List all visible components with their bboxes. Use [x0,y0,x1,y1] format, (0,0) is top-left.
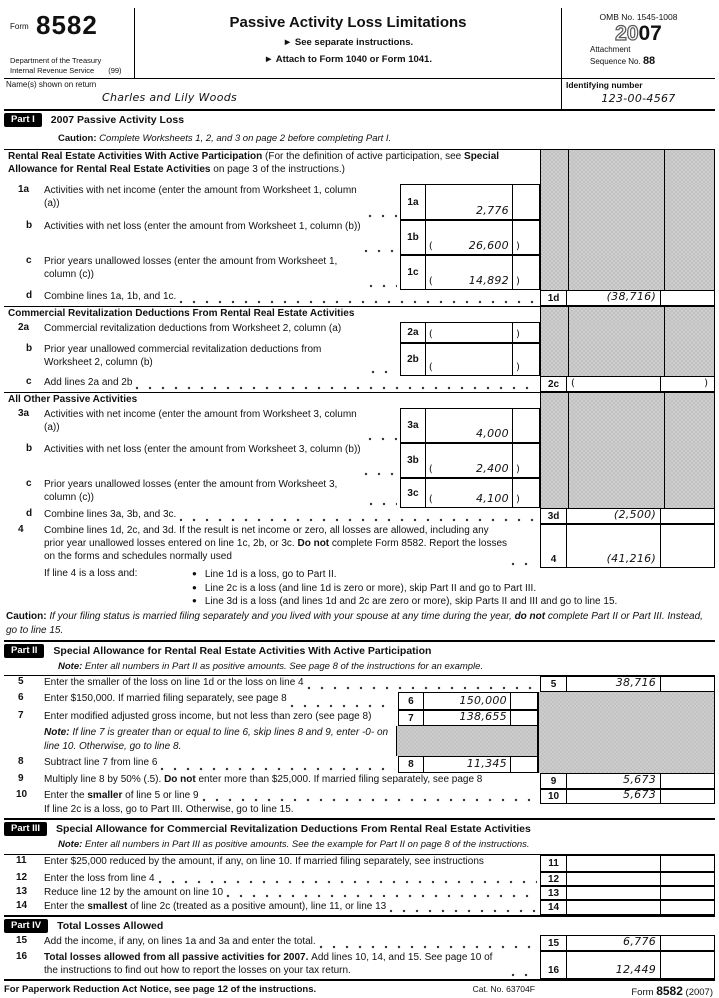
paren-close: ) [515,464,520,475]
shaded-columns [540,220,715,255]
year-outline: 20 [615,22,639,45]
bullet-text: Line 1d is a loss, go to Part II. [204,569,337,580]
line-13-right-cell [660,886,715,900]
line-14-row [4,900,715,915]
form-footer [4,979,715,998]
paren-open: ( [571,378,575,389]
line-1a-box-label: 1a [400,184,426,220]
line-8-number: 8 [18,756,24,767]
line-2b-amount-field[interactable] [425,343,513,376]
line-11-right-cell [660,855,715,872]
part1-title: 2007 Passive Activity Loss [50,114,185,126]
line-8-row [4,756,715,773]
dept-line1: Department of the Treasury [10,56,102,66]
line-3a-row [4,408,715,443]
line-12-box-label: 12 [540,872,567,886]
line-1a-number: 1a [18,184,30,195]
paren-open: ( [428,329,433,340]
line-12-amount-field[interactable] [566,872,661,886]
shaded-columns [540,443,715,478]
line-7-row [4,710,715,726]
attach-line: ► Attach to Form 1040 or Form 1041. [264,54,432,65]
line-11-label: Enter $25,000 reduced by the amount, if any, on line 10. If married filing separately, see instructions [44,856,484,867]
line-9-box-label: 9 [540,773,567,789]
line-4-instructions [4,568,715,610]
bullet-item [192,582,715,596]
line-7-box-label: 7 [398,710,424,726]
line-11-number: 11 [16,855,27,866]
line-1d-amount-field[interactable] [566,290,661,306]
paren-open: ( [428,494,433,505]
form-id-block [4,8,135,78]
paren-close: ) [515,494,520,505]
line-14-label: Enter the smallest of line 2c (treated as a positive amount), line 11, or line 13 [44,901,387,912]
line-15-number: 15 [16,935,28,946]
line-2b-box-label: 2b [400,343,426,376]
part2-badge: Part II [4,644,44,658]
line-2a-number: 2a [18,322,30,333]
part2-bar [4,640,715,661]
line-10-row [4,789,715,804]
line-1c-paren-cell [512,255,540,290]
line-10-number: 10 [16,789,28,800]
part4-bar [4,915,715,935]
part1-badge: Part I [4,113,42,127]
line-15-value: 6,776 [623,935,657,948]
shaded-block [538,692,715,710]
line-1d-number: d [26,290,33,301]
form-number: 8582 [36,10,98,40]
line-2b-row [4,343,715,376]
line-4-row [4,524,715,568]
line-6-paren-cell [510,692,538,710]
attachment-sequence [590,45,715,68]
aop-section-header: All Other Passive Activities [8,394,138,405]
line-2a-paren-cell [512,322,540,343]
part3-title: Special Allowance for Commercial Revitalization Deductions From Rental Real Estate Activities [56,823,531,835]
line-1a-amount-field[interactable] [425,184,513,220]
line-5-row [4,676,715,692]
dot-leader [511,968,537,979]
line-5-number: 5 [18,676,24,687]
paren-close: ) [515,362,520,373]
line-2a-label: Commercial revitalization deductions from Worksheet 2, column (a) [44,323,342,334]
dot-leader [364,467,397,478]
line-7-note: Note: If line 7 is greater than or equal to line 6, skip lines 8 and 9, enter -0- on line 10. Otherwise, go to line 8. [44,727,389,752]
line-3a-paren-cell [512,408,540,443]
line-13-box-label: 13 [540,886,567,900]
bullet-icon: ● [192,596,197,605]
sequence-number: 88 [642,54,656,67]
line-9-number: 9 [18,773,24,784]
line-1b-paren-cell [512,220,540,255]
dot-leader [369,497,397,508]
line-4-number: 4 [18,524,24,535]
paren-close: ) [515,329,520,340]
line-6-box-label: 6 [398,692,424,710]
bullet-icon: ● [192,582,197,592]
shaded-block [538,710,715,726]
shaded-columns [540,150,715,184]
line-3d-row [4,508,715,524]
name-field[interactable]: Charles and Lily Woods [102,91,238,104]
dot-leader [389,904,537,915]
line-1d-label: Combine lines 1a, 1b, and 1c. [44,291,177,302]
line-2b-number: b [26,343,33,354]
line-2a-amount-field[interactable] [425,322,513,343]
line-14-box-label: 14 [540,900,567,915]
year-bold: 07 [638,22,662,45]
paren-close: ) [704,378,708,389]
line-4-label: Combine lines 1d, 2c, and 3d. If the result is net income or zero, all losses are allowed, including any prior year unallowed losses entered on line 1c, 2b, or 3c. Do not complete Form 8582. Report the losses on the forms and schedules normally used [44,525,508,562]
line-2b-paren-cell [512,343,540,376]
line-3a-amount-field[interactable] [425,408,513,443]
line-3d-label: Combine lines 3a, 3b, and 3c. [44,509,177,520]
bullet-icon: ● [192,569,197,578]
sequence-word: Sequence No. [590,56,643,66]
line-3c-label: Prior years unallowed losses (enter the amount from Worksheet 3, column (c)) [44,479,338,503]
shaded-columns [540,408,715,443]
line-1a-row [4,184,715,220]
line-6-amount-field[interactable] [423,692,511,710]
line-3a-value: 4,000 [475,427,509,440]
part4-badge: Part IV [4,919,48,933]
line-1b-number: b [26,220,33,231]
part4-title: Total Losses Allowed [57,920,164,932]
shaded-columns [540,255,715,290]
dot-leader [158,875,537,886]
part3-badge: Part III [4,822,47,836]
line-1b-amount-field[interactable] [425,220,513,255]
line-3d-box-label: 3d [540,508,567,524]
line-15-amount-field[interactable] [566,935,661,951]
line-10-value: 5,673 [623,788,657,801]
paren-open: ( [428,276,433,287]
line-16-right-cell [660,951,715,979]
line-4-right-cell [660,524,715,568]
line-1c-label: Prior years unallowed losses (enter the amount from Worksheet 1, column (c)) [44,256,338,280]
line-8-amount-field[interactable] [423,756,511,773]
part1-bar [4,111,715,133]
if-loss-intro: If line 4 is a loss and: [44,568,138,579]
name-cell [4,79,561,109]
name-label: Name(s) shown on return [6,80,97,89]
paren-open: ( [428,362,433,373]
line-12-number: 12 [16,872,28,883]
form-title: Passive Activity Loss Limitations [229,14,467,31]
line-1d-right-cell [660,290,715,306]
line-5-amount-field[interactable] [566,676,661,692]
line-7-note-row [4,726,715,756]
line-16-row [4,951,715,979]
line-9-value: 5,673 [623,773,657,786]
line-3b-number: b [26,443,33,454]
line-3a-label: Activities with net income (enter the amount from Worksheet 3, column (a)) [44,409,357,433]
line-2c-label: Add lines 2a and 2b [44,377,133,388]
crd-section-header-row [4,306,715,322]
shaded-columns [540,184,715,220]
rre-section-header-row [4,150,715,184]
line-1b-row [4,220,715,255]
shaded-columns [540,478,715,508]
line-7-paren-cell [510,710,538,726]
line-9-right-cell [660,773,715,789]
line-9-label: Multiply line 8 by 50% (.5). Do not enter more than $25,000. If married filing separately, see page 8 [44,774,483,785]
line-7-number: 7 [18,710,24,721]
part1-caution2: Caution: If your filing status is married filing separately and you lived with your spouse at any time during the year, do not complete Part II or Part III. Instead, go to line 15. [6,611,703,636]
line-6-row [4,692,715,710]
rre-section-header: Rental Real Estate Activities With Active Participation (For the definition of active participation, see Special Allowance for Rental Real Estate Activities on page 3 of the instructions.) [8,151,500,175]
aop-section-header-row [4,392,715,408]
name-row [4,79,715,111]
line-11-amount-field[interactable] [566,855,661,872]
dot-leader [368,432,397,443]
line-1b-box-label: 1b [400,220,426,255]
part1-caution: Caution: Complete Worksheets 1, 2, and 3 on page 2 before completing Part I. [4,133,715,150]
line-5-value: 38,716 [615,676,657,689]
shaded-columns [540,322,715,343]
line-14-amount-field[interactable] [566,900,661,915]
line-1d-value: (38,716) [606,290,657,303]
line-3b-row [4,443,715,478]
dot-leader [290,699,395,710]
dot-leader [135,381,537,392]
shaded-block [538,756,715,773]
line-11-row [4,855,715,872]
line-1b-label: Activities with net loss (enter the amount from Worksheet 1, column (b)) [44,221,361,232]
line-10-right-cell [660,789,715,804]
line-8-paren-cell [510,756,538,773]
line-2c-box-label: 2c [540,376,567,392]
line-3b-paren-cell [512,443,540,478]
line-12-label: Enter the loss from line 4 [44,873,155,884]
omb-number: OMB No. 1545-1008 [599,12,678,22]
form-footer-id: Form 8582 (2007) [631,984,713,998]
line-6-label: Enter $150,000. If married filing separately, see page 8 [44,693,287,704]
line-2a-box-label: 2a [400,322,426,343]
line-2c-right-cell [660,376,715,392]
crd-section-header: Commercial Revitalization Deductions From Rental Real Estate Activities [8,308,355,319]
line-3c-box-label: 3c [400,478,426,508]
identifying-number-label: Identifying number [566,80,643,90]
line-13-label: Reduce line 12 by the amount on line 10 [44,887,224,898]
line-1c-row [4,255,715,290]
line-16-amount-field[interactable] [566,951,661,979]
paren-close: ) [515,276,520,287]
form-header [4,8,715,79]
bullet-text: Line 3d is a loss (and lines 1d and 2c are zero or more), skip Parts II and III and go to line 15. [204,596,618,607]
omb-block [561,8,715,78]
line-3c-value: 4,100 [475,492,509,505]
line-3c-amount-field[interactable] [425,478,513,508]
identifying-number-field[interactable]: 123-00-4567 [601,92,676,105]
part2-note: Note: Enter all numbers in Part II as positive amounts. See page 8 of the instructions for an example. [4,661,715,676]
line-3b-box-label: 3b [400,443,426,478]
bullet-text: Line 2c is a loss (and line 1d is zero or more), skip Part II and go to Part III. [204,582,537,594]
line-3d-number: d [26,508,33,519]
department-block [10,56,122,75]
line-2c-row [4,376,715,392]
line-8-value: 11,345 [466,757,507,770]
dot-leader [179,295,537,306]
line-3a-number: 3a [18,408,30,419]
line-2a-row [4,322,715,343]
dept-line2: Internal Revenue Service [10,65,95,75]
line-5-box-label: 5 [540,676,567,692]
dot-leader [364,244,397,255]
line-16-value: 12,449 [615,963,657,976]
line-3c-paren-cell [512,478,540,508]
shaded-columns [540,393,715,408]
line-10-box-label: 10 [540,789,567,804]
line-16-box-label: 16 [540,951,567,979]
line-3d-amount-field[interactable] [566,508,661,524]
paren-close: ) [515,241,520,252]
dept-note: (99) [108,65,122,75]
line-15-label: Add the income, if any, on lines 1a and 3a and enter the total. [44,936,316,947]
line-3c-number: c [26,478,32,489]
line-1c-box-label: 1c [400,255,426,290]
line-15-box-label: 15 [540,935,567,951]
attachment-word: Attachment [590,45,631,54]
line-3b-amount-field[interactable] [425,443,513,478]
line-12-right-cell [660,872,715,886]
line-15-right-cell [660,935,715,951]
line-3d-value: (2,500) [613,508,657,521]
line-7-amount-field[interactable] [423,710,511,726]
see-instructions-line: ► See separate instructions. [282,37,414,48]
line-13-number: 13 [16,886,28,897]
line-2c-number: c [26,376,32,387]
dot-leader [511,557,537,568]
catalog-number: Cat. No. 63704F [472,984,535,994]
line-1a-label: Activities with net income (enter the amount from Worksheet 1, column (a)) [44,185,357,209]
identifying-number-cell [561,79,715,109]
line-5-label: Enter the smaller of the loss on line 1d or the loss on line 4 [44,677,304,688]
bullet-list [192,568,715,610]
dot-leader [371,365,397,376]
line-9-row [4,773,715,789]
line-1c-amount-field[interactable] [425,255,513,290]
line-2b-label: Prior year unallowed commercial revitalization deductions from Worksheet 2, column (b) [44,344,322,368]
line-7-label: Enter modified adjusted gross income, but not less than zero (see page 8) [44,711,372,722]
shaded-columns [540,343,715,376]
shaded-columns [540,307,715,322]
line-1c-number: c [26,255,32,266]
line-10-label: Enter the smaller of line 5 or line 9 [44,790,199,801]
dot-leader [369,279,397,290]
title-block [135,8,561,78]
line-3c-row [4,478,715,508]
line-5-right-cell [660,676,715,692]
part3-bar [4,818,715,839]
line-4-amount-field[interactable] [566,524,661,568]
paren-open: ( [428,241,433,252]
form-word: Form [10,22,29,31]
line-13-amount-field[interactable] [566,886,661,900]
dot-leader [226,889,537,900]
line-8-label: Subtract line 7 from line 6 [44,757,158,768]
line-3d-right-cell [660,508,715,524]
part2-title: Special Allowance for Rental Real Estate Activities With Active Participation [53,645,432,657]
line-1d-box-label: 1d [540,290,567,306]
paperwork-notice: For Paperwork Reduction Act Notice, see page 12 of the instructions. [4,984,317,995]
line-14-number: 14 [16,900,28,911]
if-2c-note: If line 2c is a loss, go to Part III. Otherwise, go to line 15. [44,804,294,815]
line-9-amount-field[interactable] [566,773,661,789]
line-1d-row [4,290,715,306]
line-1c-value: 14,892 [468,274,509,287]
line-15-row [4,935,715,951]
line-11-box-label: 11 [540,855,567,872]
shaded-block [538,726,715,756]
paren-open: ( [428,464,433,475]
line-16-number: 16 [16,951,28,962]
line-6-number: 6 [18,692,24,703]
line-4-box-label: 4 [540,524,567,568]
line-12-row [4,872,715,886]
line-13-row [4,886,715,900]
dot-leader [368,209,397,220]
line-1a-paren-cell [512,184,540,220]
dot-leader [307,681,537,692]
bullet-item [192,568,715,582]
line-4-value: (41,216) [606,552,657,565]
line-1a-value: 2,776 [475,204,509,217]
tax-year [562,23,715,44]
line-2c-amount-field[interactable] [566,376,661,392]
line-1b-value: 26,600 [468,239,509,252]
dot-leader [160,762,395,773]
line-16-label: Total losses allowed from all passive activities for 2007. Add lines 10, 14, and 15. See page 10 of the instructions to find out how to report the losses on your tax return. [44,952,493,976]
dot-leader [202,793,537,804]
dot-leader [319,940,537,951]
part3-note: Note: Enter all numbers in Part III as positive amounts. See the example for Part II on page 8 of the instructions. [4,839,715,855]
line-6-value: 150,000 [459,694,507,707]
line-8-box-label: 8 [398,756,424,773]
line-14-right-cell [660,900,715,915]
line-10-amount-field[interactable] [566,789,661,804]
line-3a-box-label: 3a [400,408,426,443]
line-3b-value: 2,400 [475,462,509,475]
bullet-item [192,595,715,609]
dot-leader [179,513,537,524]
line-3b-label: Activities with net loss (enter the amount from Worksheet 3, column (b)) [44,444,361,455]
line-7-value: 138,655 [459,710,507,723]
shaded-mid-block [396,726,538,756]
